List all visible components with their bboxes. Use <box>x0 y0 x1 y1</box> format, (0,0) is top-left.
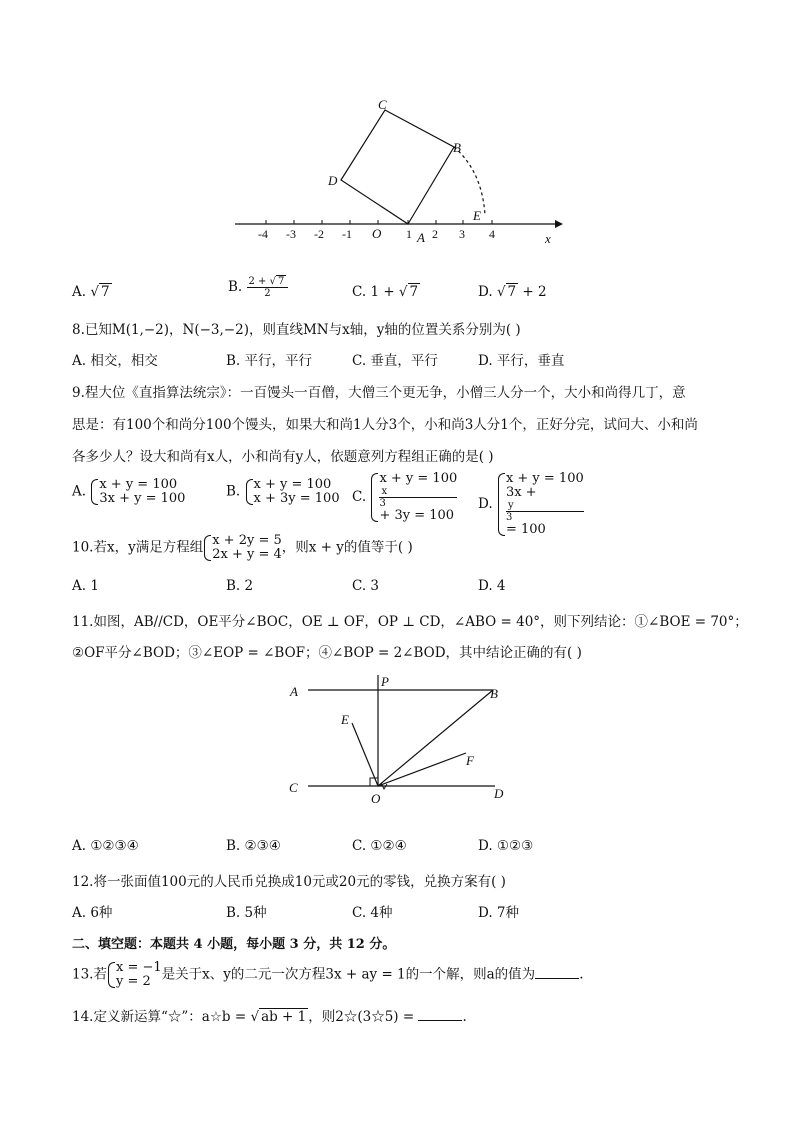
q10-stem: 10.若x，y满足方程组 x + 2y = 5 2x + y = 4 ，则x + y的值等于( ) <box>72 533 413 562</box>
q9-stem-line1: 9.程大位《直指算法统宗》：一百馒头一百僧，大僧三个更无争，小僧三人分一个，大小和尚得几丁，意 <box>72 385 686 401</box>
tick-label: -2 <box>314 227 324 241</box>
q10-option-a: A. 1 <box>72 578 99 594</box>
answer-blank[interactable] <box>418 1008 462 1021</box>
q9-option-a: A. x + y = 100 3x + y = 100 <box>72 477 186 506</box>
point-label-a: A <box>417 230 425 245</box>
square-abcd <box>341 110 454 224</box>
q9-option-b: B. x + y = 100 x + 3y = 100 <box>226 477 340 506</box>
q8-stem: 8.已知M(1,−2)，N(−3,−2)，则直线MN与x轴，y轴的位置关系分别为( ) <box>72 322 521 338</box>
tick-label: 3 <box>459 227 465 241</box>
q11-option-c: C. ①②④ <box>352 838 407 854</box>
q10-option-c: C. 3 <box>352 578 380 594</box>
q11-option-a: A. ①②③④ <box>72 838 139 854</box>
q11-stem-line1: 11.如图，AB//CD，OE平分∠BOC，OE ⊥ OF，OP ⊥ CD，∠ABO = 40°，则下列结论：①∠BOE = 70°； <box>72 614 748 630</box>
axis-label-x: x <box>545 231 551 246</box>
q11-option-b: B. ②③④ <box>226 838 281 854</box>
q12-stem: 12.将一张面值100元的人民币兑换成10元或20元的零钱，兑换方案有( ) <box>72 874 506 890</box>
q7-option-a: A. √ 7 <box>72 284 110 300</box>
q10-option-d: D. 4 <box>478 578 506 594</box>
tick-label: 1 <box>406 227 412 241</box>
fig2-label-f: F <box>466 753 474 768</box>
q8-option-b: B. 平行，平行 <box>226 353 313 369</box>
q14-stem: 14.定义新运算“☆”：a☆b = √ ab + 1 ，则2☆(3☆5) = . <box>72 1009 467 1025</box>
q8-option-a: A. 相交，相交 <box>72 353 158 369</box>
answer-blank[interactable] <box>535 966 579 979</box>
q9-option-d: D. x + y = 100 3x + y 3 = 100 <box>478 471 584 537</box>
q12-option-d: D. 7种 <box>478 905 520 921</box>
q12-option-c: C. 4种 <box>352 905 393 921</box>
tick-label: 2 <box>432 227 438 241</box>
q13-stem: 13.若 x = −1 y = 2 是关于x、y的二元一次方程3x + ay = 1的一个解，则a的值为 . <box>72 960 584 989</box>
line-of <box>378 753 466 786</box>
number-line-figure <box>230 95 570 250</box>
section-heading-fill-in: 二、填空题：本题共 4 小题，每小题 3 分，共 12 分。 <box>72 937 396 952</box>
tick-label: -4 <box>258 227 268 241</box>
line-ob <box>378 690 493 786</box>
tick-label: -1 <box>342 227 352 241</box>
q9-stem-line3: 各多少人？设大和尚有x人，小和尚有y人，依题意列方程组正确的是( ) <box>72 449 494 465</box>
q7-option-d: D. √ 7 + 2 <box>478 284 547 300</box>
x-axis-arrow <box>555 220 563 228</box>
angle-figure <box>290 665 510 800</box>
arc-be <box>454 147 485 215</box>
q9-option-c: C. x + y = 100 x 3 + 3y = 100 <box>352 471 458 523</box>
q12-option-b: B. 5种 <box>226 905 267 921</box>
q7-option-b: B. $\frac{2 + √ 7}{2}$ <box>228 276 288 299</box>
tick-label: 4 <box>489 227 495 241</box>
q11-stem-line2: ②OF平分∠BOD；③∠EOP = ∠BOF；④∠BOP = 2∠BOD，其中结论正确的有( ) <box>72 645 582 661</box>
point-label-o: O <box>372 226 382 241</box>
point-label-d: D <box>328 173 338 188</box>
point-label-c: C <box>378 97 387 112</box>
q7-option-c: C. 1 + √ 7 <box>352 284 419 300</box>
q11-option-d: D. ①②③ <box>478 838 534 854</box>
q9-stem-line2: 思是：有100个和尚分100个馒头，如果大和尚1人分3个，小和尚3人分1个，正好分完，试问大、小和尚 <box>72 417 698 433</box>
q10-option-b: B. 2 <box>226 578 254 594</box>
point-label-b: B <box>453 140 461 155</box>
q8-option-d: D. 平行，垂直 <box>478 353 565 369</box>
point-label-e: E <box>473 208 481 223</box>
fig2-label-p: P <box>381 674 389 689</box>
fig2-label-b: B <box>490 686 498 701</box>
fig2-label-o: O <box>371 791 381 806</box>
q12-option-a: A. 6种 <box>72 905 113 921</box>
line-oe <box>352 723 378 786</box>
q8-option-c: C. 垂直，平行 <box>352 353 438 369</box>
fig2-label-c: C <box>289 780 298 795</box>
fig2-label-d: D <box>494 786 504 801</box>
tick-label: -3 <box>286 227 296 241</box>
fig2-label-e: E <box>341 712 349 727</box>
fig2-label-a: A <box>290 684 298 699</box>
